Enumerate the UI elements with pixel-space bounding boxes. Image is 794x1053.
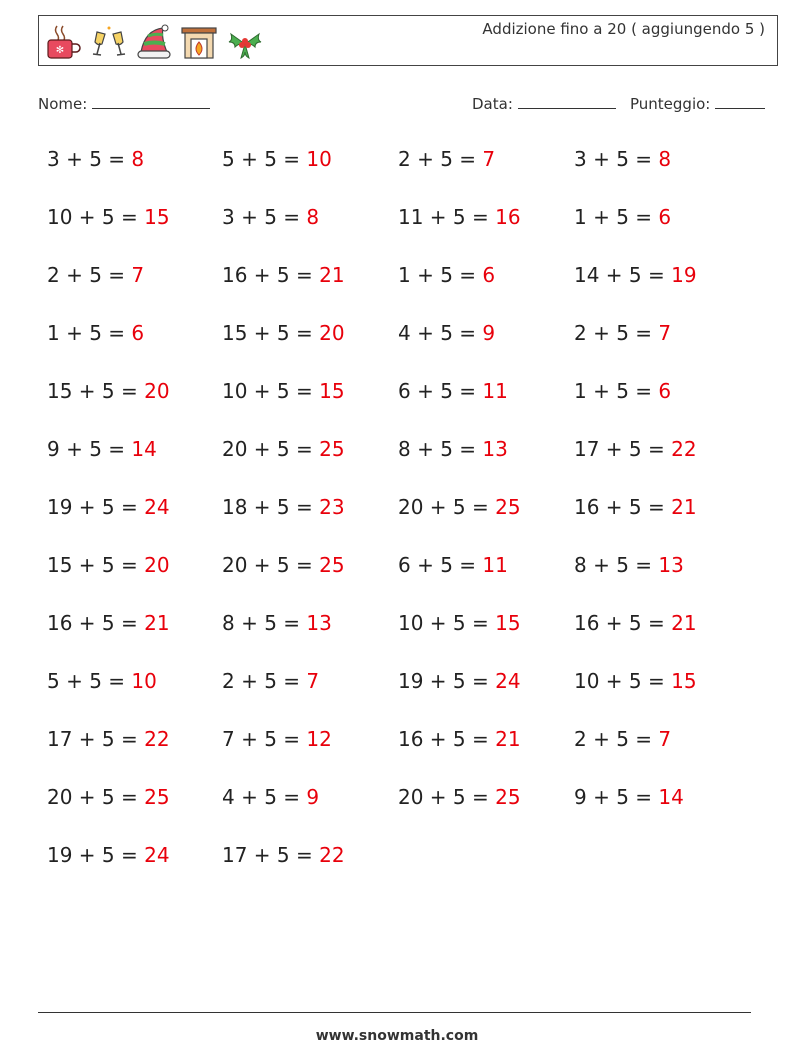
problem-item — [574, 437, 697, 461]
problem-answer: 25 — [495, 785, 521, 809]
problem-item — [222, 205, 319, 229]
score-field[interactable] — [630, 94, 765, 113]
problem-answer: 7 — [482, 147, 496, 171]
date-label: Data: — [472, 95, 513, 113]
problem-question: 2 + 5 = — [398, 147, 477, 171]
footer-url: www.snowmath.com — [315, 1028, 479, 1044]
problem-answer: 22 — [671, 437, 697, 461]
problem-answer: 23 — [319, 495, 345, 519]
svg-text:✻: ✻ — [55, 45, 65, 56]
problem-answer: 13 — [306, 611, 332, 635]
problem-answer: 21 — [144, 611, 170, 635]
date-field[interactable] — [472, 94, 616, 113]
problem-answer: 15 — [495, 611, 521, 635]
problem-question: 18 + 5 = — [222, 495, 313, 519]
problem-question: 10 + 5 = — [574, 669, 665, 693]
problem-item — [222, 321, 345, 345]
problem-question: 4 + 5 = — [222, 785, 301, 809]
problem-item — [574, 785, 684, 809]
holly-icon — [225, 22, 265, 62]
problem-question: 6 + 5 = — [398, 553, 477, 577]
problem-answer: 13 — [482, 437, 508, 461]
problem-item — [398, 263, 495, 287]
problem-item — [222, 727, 332, 751]
problem-item — [398, 785, 521, 809]
problem-item — [398, 495, 521, 519]
problem-answer: 6 — [658, 205, 672, 229]
problem-answer: 16 — [495, 205, 521, 229]
problem-answer: 20 — [144, 379, 170, 403]
problem-item — [398, 437, 508, 461]
problem-answer: 22 — [319, 843, 345, 867]
problem-question: 15 + 5 = — [47, 379, 138, 403]
problem-answer: 6 — [131, 321, 145, 345]
problem-question: 17 + 5 = — [47, 727, 138, 751]
problem-answer: 15 — [319, 379, 345, 403]
problem-question: 9 + 5 = — [47, 437, 126, 461]
problem-item — [574, 147, 671, 171]
footer-divider — [38, 1012, 751, 1013]
problem-item — [222, 553, 345, 577]
problem-answer: 21 — [495, 727, 521, 751]
problem-item — [47, 727, 170, 751]
problem-answer: 22 — [144, 727, 170, 751]
problem-question: 19 + 5 = — [398, 669, 489, 693]
worksheet-title: Addizione fino a 20 ( aggiungendo 5 ) — [482, 20, 765, 38]
problem-item — [398, 727, 521, 751]
problem-item — [222, 669, 319, 693]
problem-item — [398, 379, 508, 403]
problem-item — [398, 553, 508, 577]
problem-item — [398, 147, 495, 171]
problem-item — [47, 553, 170, 577]
problem-answer: 19 — [671, 263, 697, 287]
problem-item — [47, 379, 170, 403]
problem-question: 19 + 5 = — [47, 843, 138, 867]
problem-question: 20 + 5 = — [222, 553, 313, 577]
problem-question: 16 + 5 = — [574, 495, 665, 519]
problem-question: 16 + 5 = — [47, 611, 138, 635]
problem-question: 2 + 5 = — [574, 727, 653, 751]
problem-question: 8 + 5 = — [222, 611, 301, 635]
problem-answer: 14 — [658, 785, 684, 809]
problem-item — [47, 437, 157, 461]
date-blank[interactable] — [518, 94, 616, 109]
problem-answer: 10 — [306, 147, 332, 171]
problem-answer: 11 — [482, 553, 508, 577]
problem-question: 1 + 5 = — [574, 379, 653, 403]
problem-answer: 7 — [658, 321, 672, 345]
problem-question: 19 + 5 = — [47, 495, 138, 519]
problem-question: 2 + 5 = — [574, 321, 653, 345]
problem-question: 1 + 5 = — [398, 263, 477, 287]
name-label: Nome: — [38, 95, 88, 113]
problem-question: 1 + 5 = — [574, 205, 653, 229]
problem-question: 15 + 5 = — [222, 321, 313, 345]
problem-question: 17 + 5 = — [222, 843, 313, 867]
problem-question: 20 + 5 = — [398, 495, 489, 519]
problem-answer: 7 — [131, 263, 145, 287]
problem-question: 5 + 5 = — [222, 147, 301, 171]
problem-answer: 21 — [671, 611, 697, 635]
problem-answer: 7 — [306, 669, 320, 693]
problem-item — [398, 321, 495, 345]
problem-answer: 21 — [671, 495, 697, 519]
problem-answer: 24 — [144, 495, 170, 519]
problem-question: 6 + 5 = — [398, 379, 477, 403]
problem-item — [47, 669, 157, 693]
problem-item — [47, 147, 144, 171]
problem-question: 16 + 5 = — [222, 263, 313, 287]
problem-answer: 6 — [658, 379, 672, 403]
problem-item — [222, 611, 332, 635]
problem-item — [222, 263, 345, 287]
problem-question: 1 + 5 = — [47, 321, 126, 345]
problem-answer: 6 — [482, 263, 496, 287]
problem-question: 16 + 5 = — [574, 611, 665, 635]
problem-answer: 11 — [482, 379, 508, 403]
problem-question: 8 + 5 = — [574, 553, 653, 577]
problem-answer: 24 — [144, 843, 170, 867]
problem-question: 5 + 5 = — [47, 669, 126, 693]
name-blank[interactable] — [92, 94, 210, 109]
problem-answer: 24 — [495, 669, 521, 693]
problem-answer: 20 — [319, 321, 345, 345]
elf-hat-icon — [135, 22, 175, 62]
problem-item — [47, 321, 144, 345]
problem-question: 10 + 5 = — [47, 205, 138, 229]
header-box — [38, 15, 778, 66]
problem-item — [574, 205, 671, 229]
problem-answer: 25 — [495, 495, 521, 519]
problem-question: 15 + 5 = — [47, 553, 138, 577]
problem-question: 3 + 5 = — [222, 205, 301, 229]
fireplace-icon — [179, 22, 219, 62]
problem-question: 4 + 5 = — [398, 321, 477, 345]
problem-item — [574, 263, 697, 287]
problem-answer: 15 — [671, 669, 697, 693]
score-blank[interactable] — [715, 94, 765, 109]
problem-answer: 25 — [319, 553, 345, 577]
problem-question: 14 + 5 = — [574, 263, 665, 287]
problem-answer: 9 — [482, 321, 496, 345]
problem-answer: 10 — [131, 669, 157, 693]
problem-item — [47, 263, 144, 287]
problem-item — [222, 495, 345, 519]
problem-question: 2 + 5 = — [222, 669, 301, 693]
problem-question: 3 + 5 = — [574, 147, 653, 171]
problem-item — [47, 611, 170, 635]
problem-question: 2 + 5 = — [47, 263, 126, 287]
problem-answer: 8 — [658, 147, 672, 171]
problem-question: 9 + 5 = — [574, 785, 653, 809]
problem-item — [222, 785, 319, 809]
problem-item — [574, 495, 697, 519]
problem-answer: 8 — [131, 147, 145, 171]
problem-item — [398, 669, 521, 693]
problem-answer: 25 — [319, 437, 345, 461]
problem-question: 17 + 5 = — [574, 437, 665, 461]
problem-answer: 25 — [144, 785, 170, 809]
problem-answer: 13 — [658, 553, 684, 577]
problem-question: 10 + 5 = — [398, 611, 489, 635]
problem-question: 20 + 5 = — [398, 785, 489, 809]
problem-question: 20 + 5 = — [47, 785, 138, 809]
problem-answer: 9 — [306, 785, 320, 809]
problem-item — [574, 321, 671, 345]
problem-item — [574, 727, 671, 751]
problem-answer: 8 — [306, 205, 320, 229]
problem-answer: 14 — [131, 437, 157, 461]
problem-item — [222, 843, 345, 867]
problem-item — [398, 611, 521, 635]
problem-question: 16 + 5 = — [398, 727, 489, 751]
problem-item — [574, 553, 684, 577]
problem-question: 3 + 5 = — [47, 147, 126, 171]
mug-icon — [43, 22, 83, 62]
problem-item — [47, 843, 170, 867]
problem-item — [222, 437, 345, 461]
problem-answer: 7 — [658, 727, 672, 751]
problem-answer: 12 — [306, 727, 332, 751]
problem-item — [574, 379, 671, 403]
problem-item — [47, 785, 170, 809]
score-label: Punteggio: — [630, 95, 711, 113]
problem-item — [398, 205, 521, 229]
problem-item — [222, 147, 332, 171]
problem-item — [47, 495, 170, 519]
name-field[interactable] — [38, 94, 210, 113]
problem-item — [574, 611, 697, 635]
problem-item — [222, 379, 345, 403]
problem-answer: 20 — [144, 553, 170, 577]
problem-answer: 15 — [144, 205, 170, 229]
problem-question: 7 + 5 = — [222, 727, 301, 751]
problem-question: 10 + 5 = — [222, 379, 313, 403]
problem-question: 20 + 5 = — [222, 437, 313, 461]
champagne-toast-icon — [89, 22, 129, 62]
problem-item — [47, 205, 170, 229]
problem-item — [574, 669, 697, 693]
problem-answer: 21 — [319, 263, 345, 287]
problem-question: 11 + 5 = — [398, 205, 489, 229]
problem-question: 8 + 5 = — [398, 437, 477, 461]
